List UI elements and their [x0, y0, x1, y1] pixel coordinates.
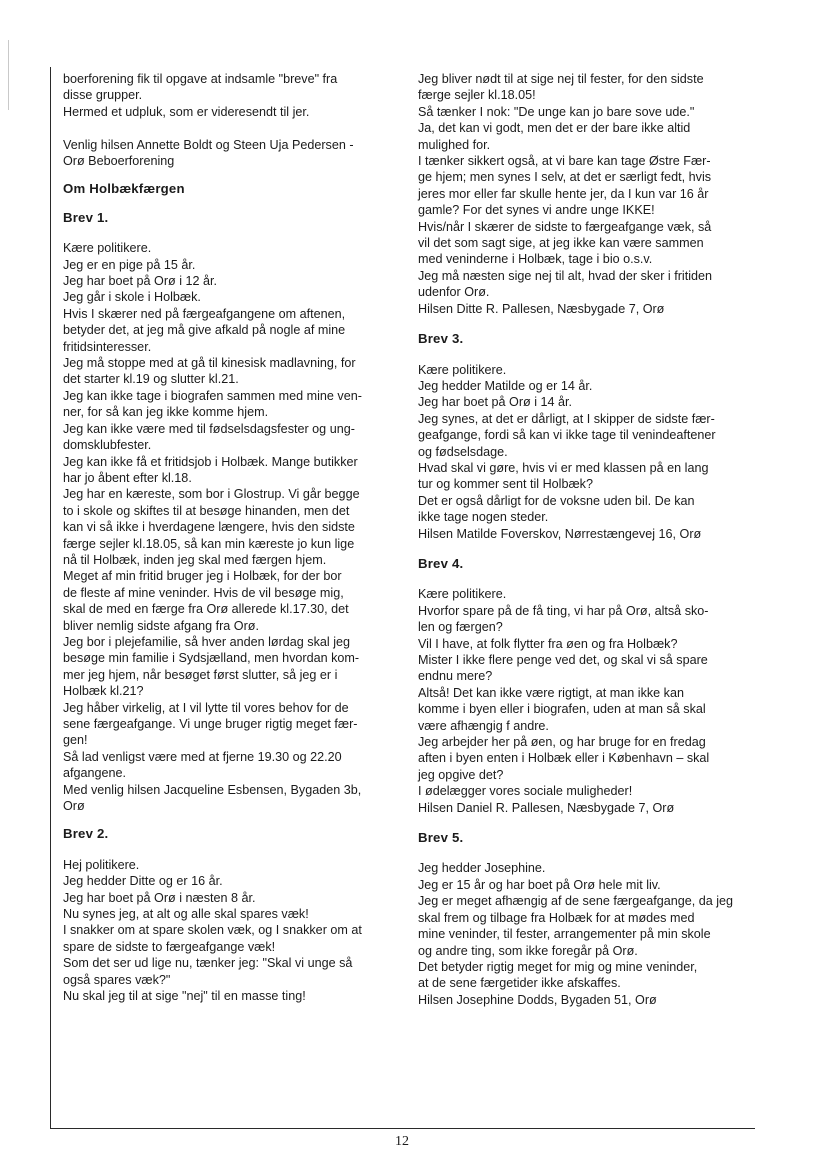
letter-2-heading: Brev 2.: [63, 826, 109, 842]
letter-1-heading: Brev 1.: [63, 209, 109, 225]
letter-2-body: Hej politikere. Jeg hedder Ditte og er 16 år. Jeg har boet på Orø i næsten 8 år. Nu synes jeg, at alt og alle skal spares væk! I snakker om at spare skolen væk, og I snakker om at spare de sidste to færgeafgange væk! Som det ser ud lige nu, tænker jeg: "Skal vi unge så også spares væk?" Nu skal jeg til at sige "nej" til en masse ting!: [63, 857, 362, 1004]
letter-1-body: Kære politikere. Jeg er en pige på 15 år. Jeg har boet på Orø i 12 år. Jeg går i skole i Holbæk. Hvis I skærer ned på færgeafgangene om aftenen, betyder det, at jeg må give afkald på nogle af mine fritidsinteresser. Jeg må stoppe med at gå til kinesisk madlavning, for det starter kl.19 og slutter kl.21. Jeg kan ikke tage i biografen sammen med mine ven- ner, for så kan jeg ikke komme hjem. Jeg kan ikke være med til fødselsdagsfester og ung- domsklubfester. Jeg kan ikke få et fritidsjob i Holbæk. Mange butikker har jo åbent efter kl.18. Jeg har en kæreste, som bor i Glostrup. Vi går begge to i skole og skiftes til at besøge hinanden, men det kan vi så ikke i hverdagene længere, hvis den sidste færge sejler kl.18.05, så kan min kæreste jo kun lige nå til Holbæk, inden jeg skal med færgen hjem. Meget af min fritid bruger jeg i Holbæk, for der bor de fleste af mine veninder. Hvis de vil besøge mig, skal de med en færge fra Orø allerede kl.17.30, det bliver nemlig sidste afgang fra Orø. Jeg bor i plejefamilie, så hver anden lørdag skal jeg besøge min familie i Sydsjælland, men hvordan kom- mer jeg hjem, når besøget først slutter, så jeg er i Holbæk kl.21? Jeg håber virkelig, at I vil lytte til vores behov for de sene færgeafgange. Vi unge bruger rigtig meget fær- gen! Så lad venligst være med at fjerne 19.30 og 22.20 afgangene. Med venlig hilsen Jacqueline Esbensen, Bygaden 3b, Orø: [63, 241, 362, 814]
letter-2-continued: Jeg bliver nødt til at sige nej til fester, for den sidste færge sejler kl.18.05! Så tænker I nok: "De unge kan jo bare sove ude." Ja, det kan vi godt, men det er der bare ikke altid mulighed for. I tænker sikkert også, at vi bare kan tage Østre Fær- ge hjem; men synes I selv, at det er særligt fedt, hvis jeres mor eller far skulle hente jer, da I kun var 16 år gamle? For det synes vi andre unge IKKE! Hvis/når I skærer de sidste to færgeafgange væk, så vil det som sagt sige, at jeg ikke kan være sammen med veninderne i Holbæk, tage i bio o.s.v. Jeg må næsten sige nej til alt, hvad der sker i fritiden udenfor Orø. Hilsen Ditte R. Pallesen, Næsbygade 7, Orø: [418, 72, 712, 316]
letter-3-heading: Brev 3.: [418, 331, 464, 347]
letter-3-body: Kære politikere. Jeg hedder Matilde og er 14 år. Jeg har boet på Orø i 14 år. Jeg synes, at det er dårligt, at I skipper de sidste fær- geafgange, fordi så kan vi ikke tage til venindeaftener og fødselsdage. Hvad skal vi gøre, hvis vi er med klassen på en lang tur og kommer sent til Holbæk? Det er også dårligt for de voksne uden bil. De kan ikke tage nogen steder. Hilsen Matilde Foverskov, Nørrestængevej 16, Orø: [418, 362, 716, 541]
page-number: 12: [395, 1134, 409, 1149]
scan-mark: [8, 40, 9, 110]
letter-5-body: Jeg hedder Josephine. Jeg er 15 år og har boet på Orø hele mit liv. Jeg er meget afhængig af de sene færgeafgange, da jeg skal frem og tilbage fra Holbæk for at mødes med mine veninder, til fester, arrangementer på min skole og andre ting, som ikke foregår på Orø. Det betyder rigtig meget for mig og mine veninder, at de sene færgetider ikke afskaffes. Hilsen Josephine Dodds, Bygaden 51, Orø: [418, 861, 734, 1007]
left-column: [63, 71, 385, 1005]
intro-paragraph: boerforening fik til opgave at indsamle "breve" fra disse grupper. Hermed et udpluk, som er videresendt til jer.: [63, 72, 338, 119]
section-title: Om Holbækfærgen: [63, 181, 185, 197]
letter-4-body: Kære politikere. Hvorfor spare på de få ting, vi har på Orø, altså sko- len og færgen? Vil I have, at folk flytter fra øen og fra Holbæk? Mister I ikke flere penge ved det, og skal vi så spare endnu mere? Altså! Det kan ikke være rigtigt, at man ikke kan komme i byen eller i biografen, uden at man så skal være afhængig f andre. Jeg arbejder her på øen, og har bruge for en fredag aften i byen enten i Holbæk eller i København – skal jeg opgive det? I ødelægger vores sociale muligheder! Hilsen Daniel R. Pallesen, Næsbygade 7, Orø: [418, 587, 710, 815]
right-column: [418, 71, 748, 1008]
letter-4-heading: Brev 4.: [418, 555, 464, 571]
letter-5-heading: Brev 5.: [418, 830, 464, 846]
intro-signature: Venlig hilsen Annette Boldt og Steen Uja Pedersen - Orø Beboerforening: [63, 137, 354, 169]
